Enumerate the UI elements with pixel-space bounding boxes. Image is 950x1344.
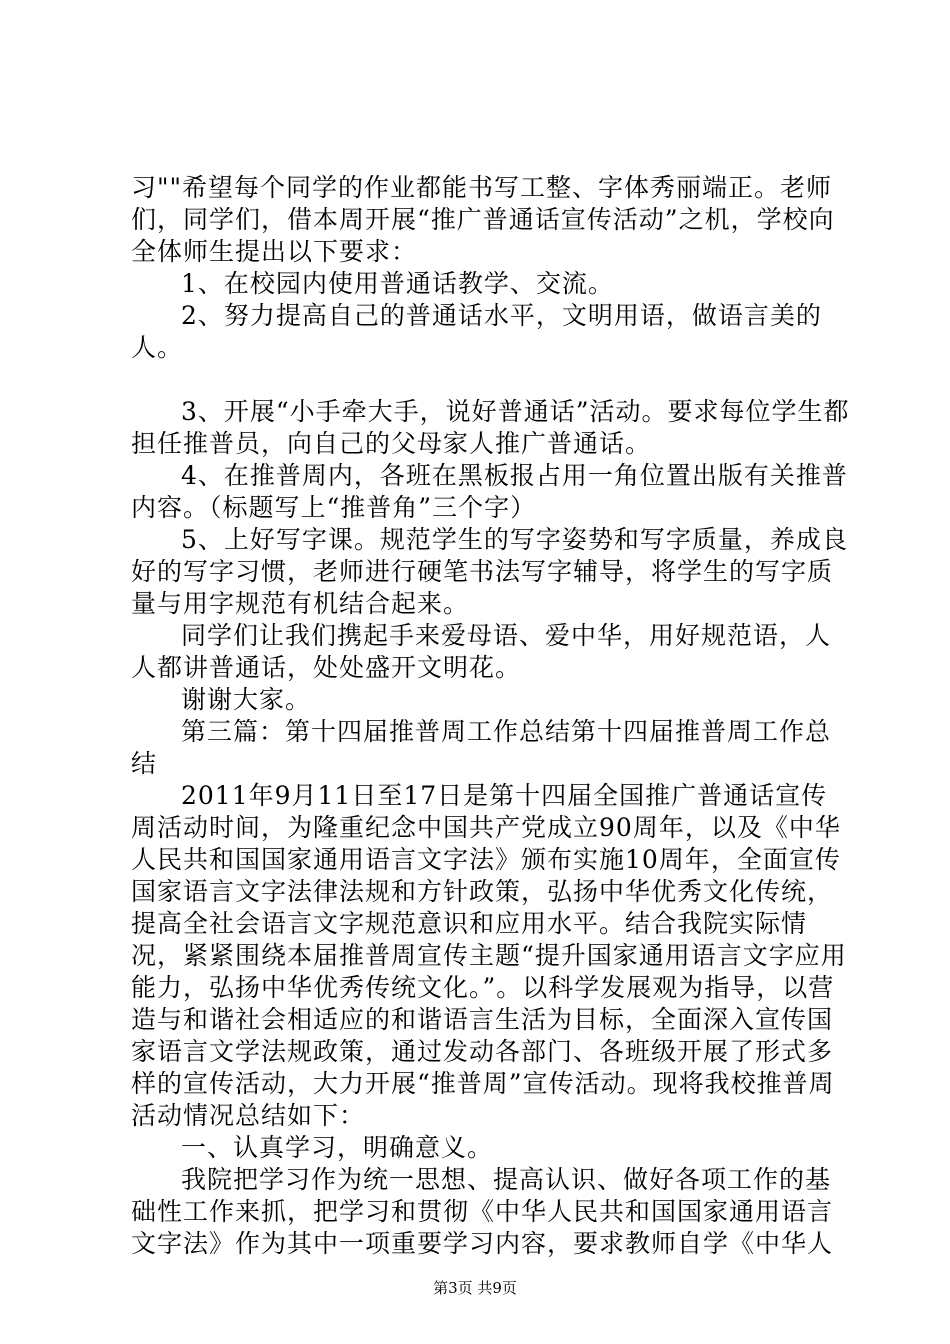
paragraph-study-details: 我院把学习作为统一思想、提高认识、做好各项工作的基础性工作来抓，把学习和贯彻《中华人民共和国国家通用语言文字法》作为其中一项重要学习内容，要求教师自学《中华人 xyxy=(131,1165,834,1258)
paragraph-thanks: 谢谢大家。 xyxy=(181,685,312,714)
paragraph-item-4: 4、在推普周内，各班在黑板报占用一角位置出版有关推普内容。（标题写上“推普角”三个字） xyxy=(131,461,848,522)
blank-line xyxy=(131,364,851,396)
paragraph-closing-appeal: 同学们让我们携起手来爱母语、爱中华，用好规范语，人人都讲普通话，处处盛开文明花。 xyxy=(131,621,832,682)
paragraph-summary-intro: 2011年9月11日至17日是第十四届全国推广普通话宣传周活动时间，为隆重纪念中国共产党成立90周年，以及《中华人民共和国国家通用语言文字法》颁布实施10周年，全面宣传国家语言文字法律法规和方针政策，弘扬中华优秀文化传统，提高全社会语言文字规范意识和应用水平。结合我院实际情况，紧紧围绕本届推普周宣传主题“提升国家通用语言文字应用能力，弘扬中华优秀传统文化。”。以科学发展观为指导，以营造与和谐社会相适应的和谐语言生活为目标，全面深入宣传国家语言文学法规政策，通过发动各部门、各班级开展了形式多样的宣传活动，大力开展“推普周”宣传活动。现将我校推普周活动情况总结如下： xyxy=(131,781,847,1130)
section-heading-part-three: 第三篇：第十四届推普周工作总结第十四届推普周工作总结 xyxy=(131,717,832,778)
page-number-footer: 第3页 共9页 xyxy=(433,1279,517,1297)
paragraph-item-3: 3、开展“小手牵大手，说好普通话”活动。要求每位学生都担任推普员，向自己的父母家人推广普通话。 xyxy=(131,397,850,458)
document-body xyxy=(131,172,851,1260)
paragraph-homework-requirement: 习""希望每个同学的作业都能书写工整、字体秀丽端正。老师们，同学们，借本周开展“推广普通话宣传活动”之机，学校向全体师生提出以下要求： xyxy=(131,173,835,266)
paragraph-item-5: 5、上好写字课。规范学生的写字姿势和写字质量，养成良好的写字习惯，老师进行硬笔书法写字辅导，将学生的写字质量与用字规范有机结合起来。 xyxy=(131,525,848,618)
paragraph-item-2: 2、努力提高自己的普通话水平，文明用语，做语言美的人。 xyxy=(131,301,822,362)
paragraph-item-1: 1、在校园内使用普通话教学、交流。 xyxy=(181,269,614,298)
subheading-study: 一、认真学习，明确意义。 xyxy=(181,1133,494,1162)
